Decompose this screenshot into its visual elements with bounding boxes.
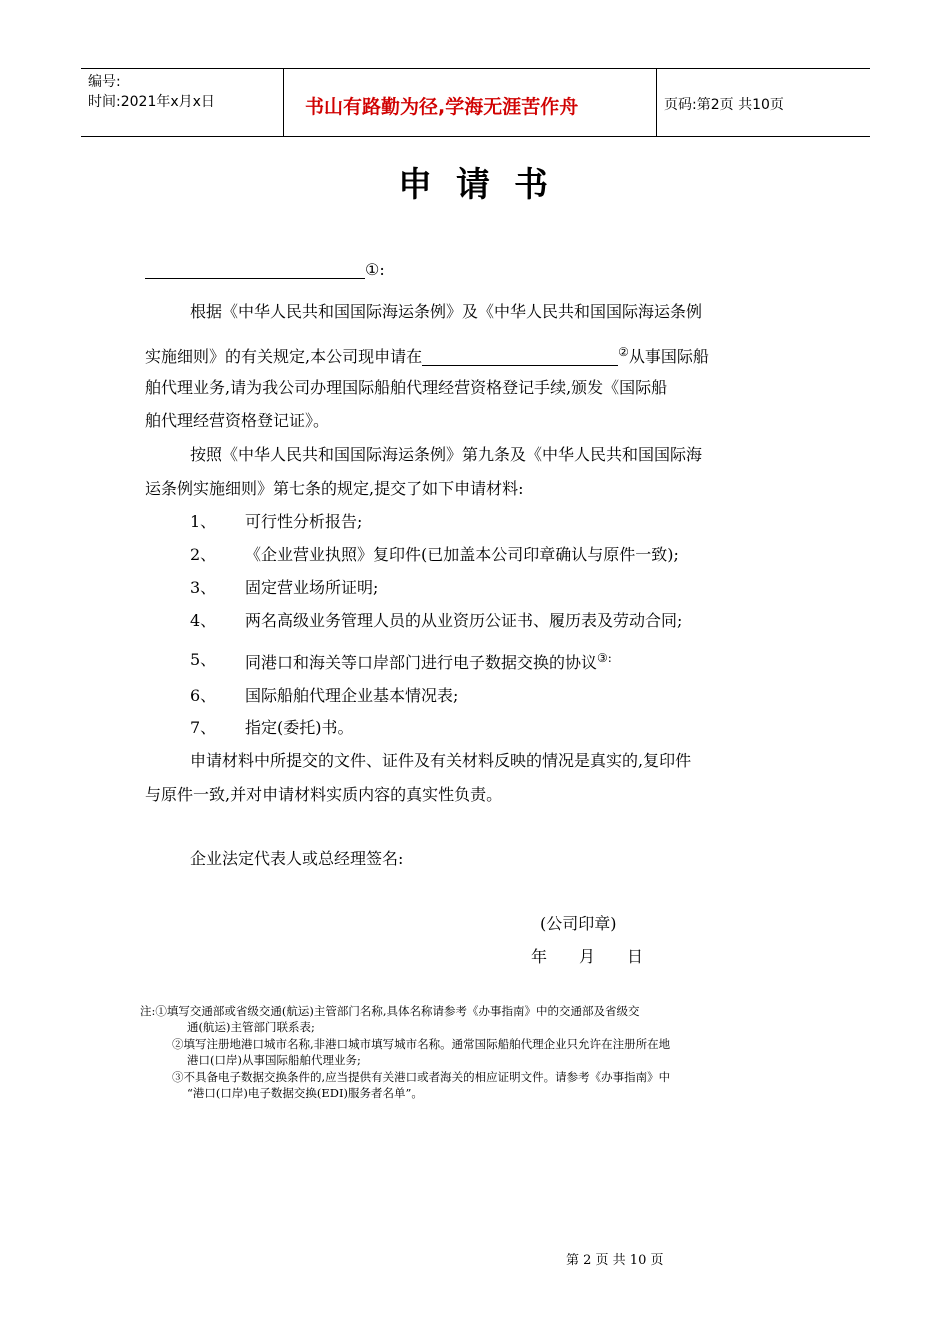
list-item — [190, 514, 216, 530]
declaration-line-1: 申请材料中所提交的文件、证件及有关材料反映的情况是真实的,复印件 — [190, 751, 692, 770]
signature-label: 企业法定代表人或总经理签名: — [190, 849, 404, 868]
list-item-number: 2、 — [190, 545, 217, 564]
note-2-line-2: 港口(口岸)从事国际船舶代理业务; — [187, 1053, 361, 1067]
paragraph-1-line-2-b: 从事国际船 — [628, 347, 709, 366]
list-item-5-text: 同港口和海关等口岸部门进行电子数据交换的协议 — [245, 653, 598, 672]
list-item — [190, 720, 216, 736]
note-1-line-1: 注:①填写交通部或省级交通(航运)主管部门名称,具体名称请参考《办事指南》中的交通部及省级交 — [140, 1004, 640, 1018]
list-item-text: 《企业营业执照》复印件(已加盖本公司印章确认与原件一致); — [245, 545, 679, 564]
seal-label: (公司印章) — [540, 914, 617, 933]
paragraph-1-line-2-a: 实施细则》的有关规定,本公司现申请在 — [145, 347, 423, 366]
note-2-line-1: ②填写注册地港口城市名称,非港口城市填写城市名称。通常国际船舶代理企业只允许在注册所在地 — [172, 1037, 671, 1051]
paragraph-1-line-2 — [145, 346, 709, 366]
paragraph-2-line-2: 运条例实施细则》第七条的规定,提交了如下申请材料: — [145, 479, 524, 498]
list-item-text: 指定(委托)书。 — [245, 718, 354, 737]
list-item-text: 国际船舶代理企业基本情况表; — [245, 686, 459, 705]
list-item-number: 5、 — [190, 650, 217, 669]
paragraph-2-line-1: 按照《中华人民共和国国际海运条例》第九条及《中华人民共和国国际海 — [190, 445, 703, 464]
date-label: 年 月 日 — [531, 947, 644, 966]
addressee-marker: ①: — [365, 260, 385, 279]
header-bottom-border — [81, 136, 870, 137]
paragraph-1-line-1: 根据《中华人民共和国国际海运条例》及《中华人民共和国国际海运条例 — [190, 302, 703, 321]
header-number-label: 编号: — [88, 74, 121, 90]
list-item-text: 两名高级业务管理人员的从业资历公证书、履历表及劳动合同; — [245, 611, 683, 630]
list-item — [190, 652, 216, 668]
addressee-line — [145, 262, 385, 279]
header-divider-right — [656, 68, 657, 136]
paragraph-1-line-4: 舶代理经营资格登记证》。 — [145, 411, 330, 430]
page-title: 申请书 — [398, 165, 572, 205]
header-top-border — [81, 68, 870, 69]
header-motto: 书山有路勤为径,学海无涯苦作舟 — [305, 96, 579, 118]
declaration-line-2: 与原件一致,并对申请材料实质内容的真实性负责。 — [145, 785, 503, 804]
list-item-text: 固定营业场所证明; — [245, 578, 379, 597]
list-item — [190, 613, 216, 629]
list-item-text — [245, 652, 612, 671]
page-footer: 第 2 页 共 10 页 — [566, 1253, 664, 1268]
header-page-label: 页码:第2页 共10页 — [664, 97, 784, 113]
list-item — [190, 547, 216, 563]
note-marker-3: ③: — [597, 651, 612, 665]
note-3-line-2: “港口(口岸)电子数据交换(EDI)服务者名单”。 — [187, 1086, 423, 1100]
addressee-blank — [145, 262, 365, 279]
list-item-number: 4、 — [190, 611, 217, 630]
header-time-label: 时间:2021年x月x日 — [88, 94, 215, 110]
list-item — [190, 688, 216, 704]
paragraph-1-line-3: 舶代理业务,请为我公司办理国际船舶代理经营资格登记手续,颁发《国际船 — [145, 378, 668, 397]
header-divider-left — [283, 68, 284, 136]
port-blank — [422, 349, 618, 366]
note-3-line-1: ③不具备电子数据交换条件的,应当提供有关港口或者海关的相应证明文件。请参考《办事指南》中 — [172, 1070, 671, 1084]
note-1-line-2: 通(航运)主管部门联系表; — [187, 1020, 315, 1034]
list-item-number: 1、 — [190, 512, 217, 531]
note-marker-2: ② — [618, 345, 629, 359]
list-item-number: 6、 — [190, 686, 217, 705]
list-item-text: 可行性分析报告; — [245, 512, 363, 531]
list-item — [190, 580, 216, 596]
list-item-number: 3、 — [190, 578, 217, 597]
list-item-number: 7、 — [190, 718, 217, 737]
